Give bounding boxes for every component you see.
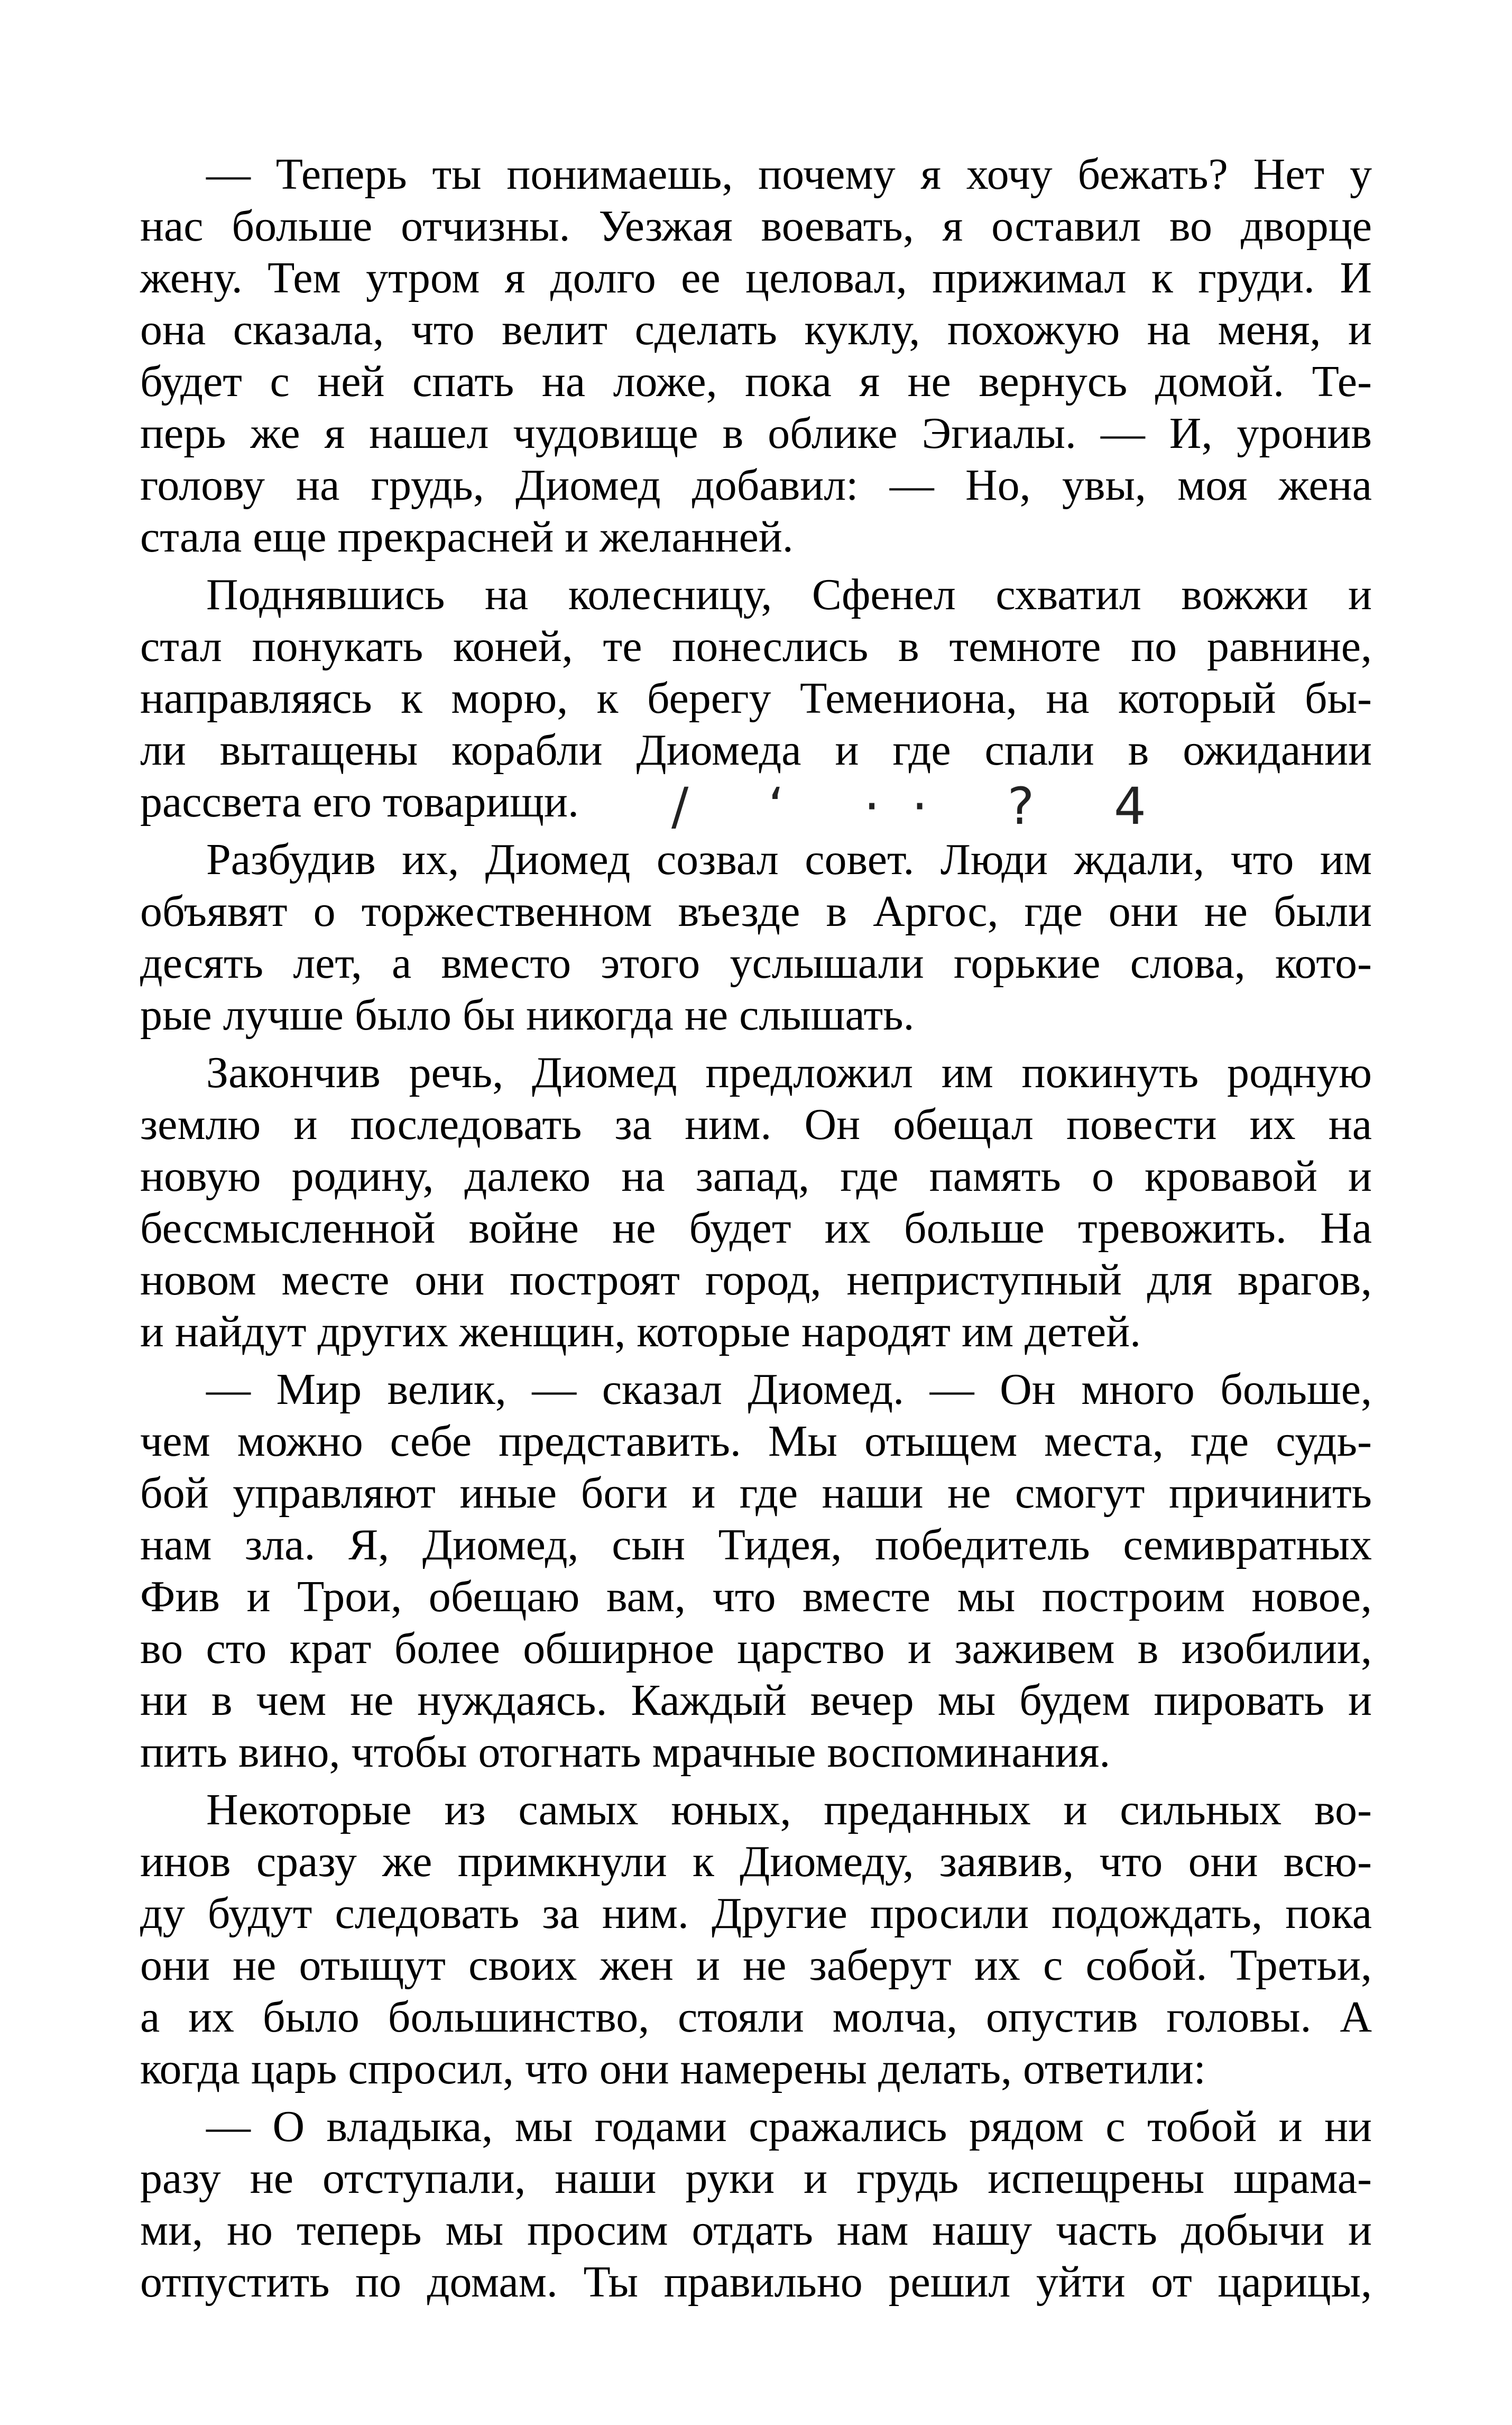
text-line: будет с ней спать на ложе, пока я не вернусь домой. Те- — [140, 357, 1372, 406]
text-line: десять лет, а вместо этого услышали горькие слова, кото- — [140, 939, 1372, 988]
text-line: рассвета его товарищи. — [140, 777, 579, 826]
text-line: отпустить по домам. Ты правильно решил уйти от царицы, — [140, 2257, 1372, 2307]
text-line: ми, но теперь мы просим отдать нам нашу часть добычи и — [140, 2206, 1372, 2255]
text-line: во сто крат более обширное царство и заживем в изобилии, — [140, 1624, 1372, 1673]
text-line: перь же я нашел чудовище в облике Эгиалы. — И, уронив — [140, 409, 1372, 458]
text-line: — Теперь ты понимаешь, почему я хочу бежать? Нет у — [206, 150, 1372, 199]
text-line: нас больше отчизны. Уезжая воевать, я оставил во дворце — [140, 201, 1372, 251]
text-line: ду будут следовать за ним. Другие просили подождать, пока — [140, 1889, 1372, 1938]
text-line: новую родину, далеко на запад, где память о кровавой и — [140, 1152, 1372, 1201]
text-line: бессмысленной войне не будет их больше тревожить. На — [140, 1204, 1372, 1253]
text-line: — Мир велик, — сказал Диомед. — Он много больше, — [206, 1365, 1372, 1414]
text-line: голову на грудь, Диомед добавил: — Но, увы, моя жена — [140, 461, 1372, 510]
text-line: землю и последовать за ним. Он обещал повести их на — [140, 1100, 1372, 1149]
text-line: объявят о торжественном въезде в Аргос, где они не были — [140, 887, 1372, 936]
text-line: направляясь к морю, к берегу Темениона, на который бы- — [140, 674, 1372, 723]
text-line: Разбудив их, Диомед созвал совет. Люди ждали, что им — [206, 835, 1372, 884]
text-line: нам зла. Я, Диомед, сын Тидея, победитель семивратных — [140, 1520, 1372, 1569]
text-line: бой управляют иные боги и где наши не смогут причинить — [140, 1468, 1372, 1518]
text-line: Фив и Трои, обещаю вам, что вместе мы построим новое, — [140, 1572, 1372, 1621]
text-line: ни в чем не нуждаясь. Каждый вечер мы будем пировать и — [140, 1676, 1372, 1725]
text-line: чем можно себе представить. Мы отыщем места, где судь- — [140, 1417, 1372, 1466]
handwritten-marks: / ‘ ·· ? 4 — [671, 777, 1178, 836]
text-line: жену. Тем утром я долго ее целовал, прижимал к груди. И — [140, 253, 1372, 302]
text-line: стала еще прекрасней и желанней. — [140, 512, 794, 562]
text-line: она сказала, что велит сделать куклу, похожую на меня, и — [140, 305, 1372, 354]
text-line: новом месте они построят город, неприступный для врагов, — [140, 1255, 1372, 1305]
text-line: они не отыщут своих жен и не заберут их с собой. Третьи, — [140, 1941, 1372, 1990]
text-line: Закончив речь, Диомед предложил им покинуть родную — [206, 1048, 1372, 1097]
text-line: Некоторые из самых юных, преданных и сильных во- — [206, 1785, 1372, 1834]
text-line: стал понукать коней, те понеслись в темноте по равнине, — [140, 622, 1372, 671]
text-line: а их было большинство, стояли молча, опустив головы. А — [140, 1992, 1372, 2042]
text-line: и найдут других женщин, которые народят им детей. — [140, 1307, 1141, 1356]
text-line: пить вино, чтобы отогнать мрачные воспоминания. — [140, 1728, 1111, 1777]
text-line: инов сразу же примкнули к Диомеду, заявив, что они всю- — [140, 1837, 1372, 1886]
text-line: разу не отступали, наши руки и грудь испещрены шрама- — [140, 2154, 1372, 2203]
text-line: когда царь спросил, что они намерены делать, ответили: — [140, 2044, 1206, 2093]
text-line: ли вытащены корабли Диомеда и где спали в ожидании — [140, 725, 1372, 775]
text-line: — О владыка, мы годами сражались рядом с тобой и ни — [206, 2102, 1372, 2151]
text-line: Поднявшись на колесницу, Сфенел схватил вожжи и — [206, 570, 1372, 619]
text-line: рые лучше было бы никогда не слышать. — [140, 990, 915, 1040]
